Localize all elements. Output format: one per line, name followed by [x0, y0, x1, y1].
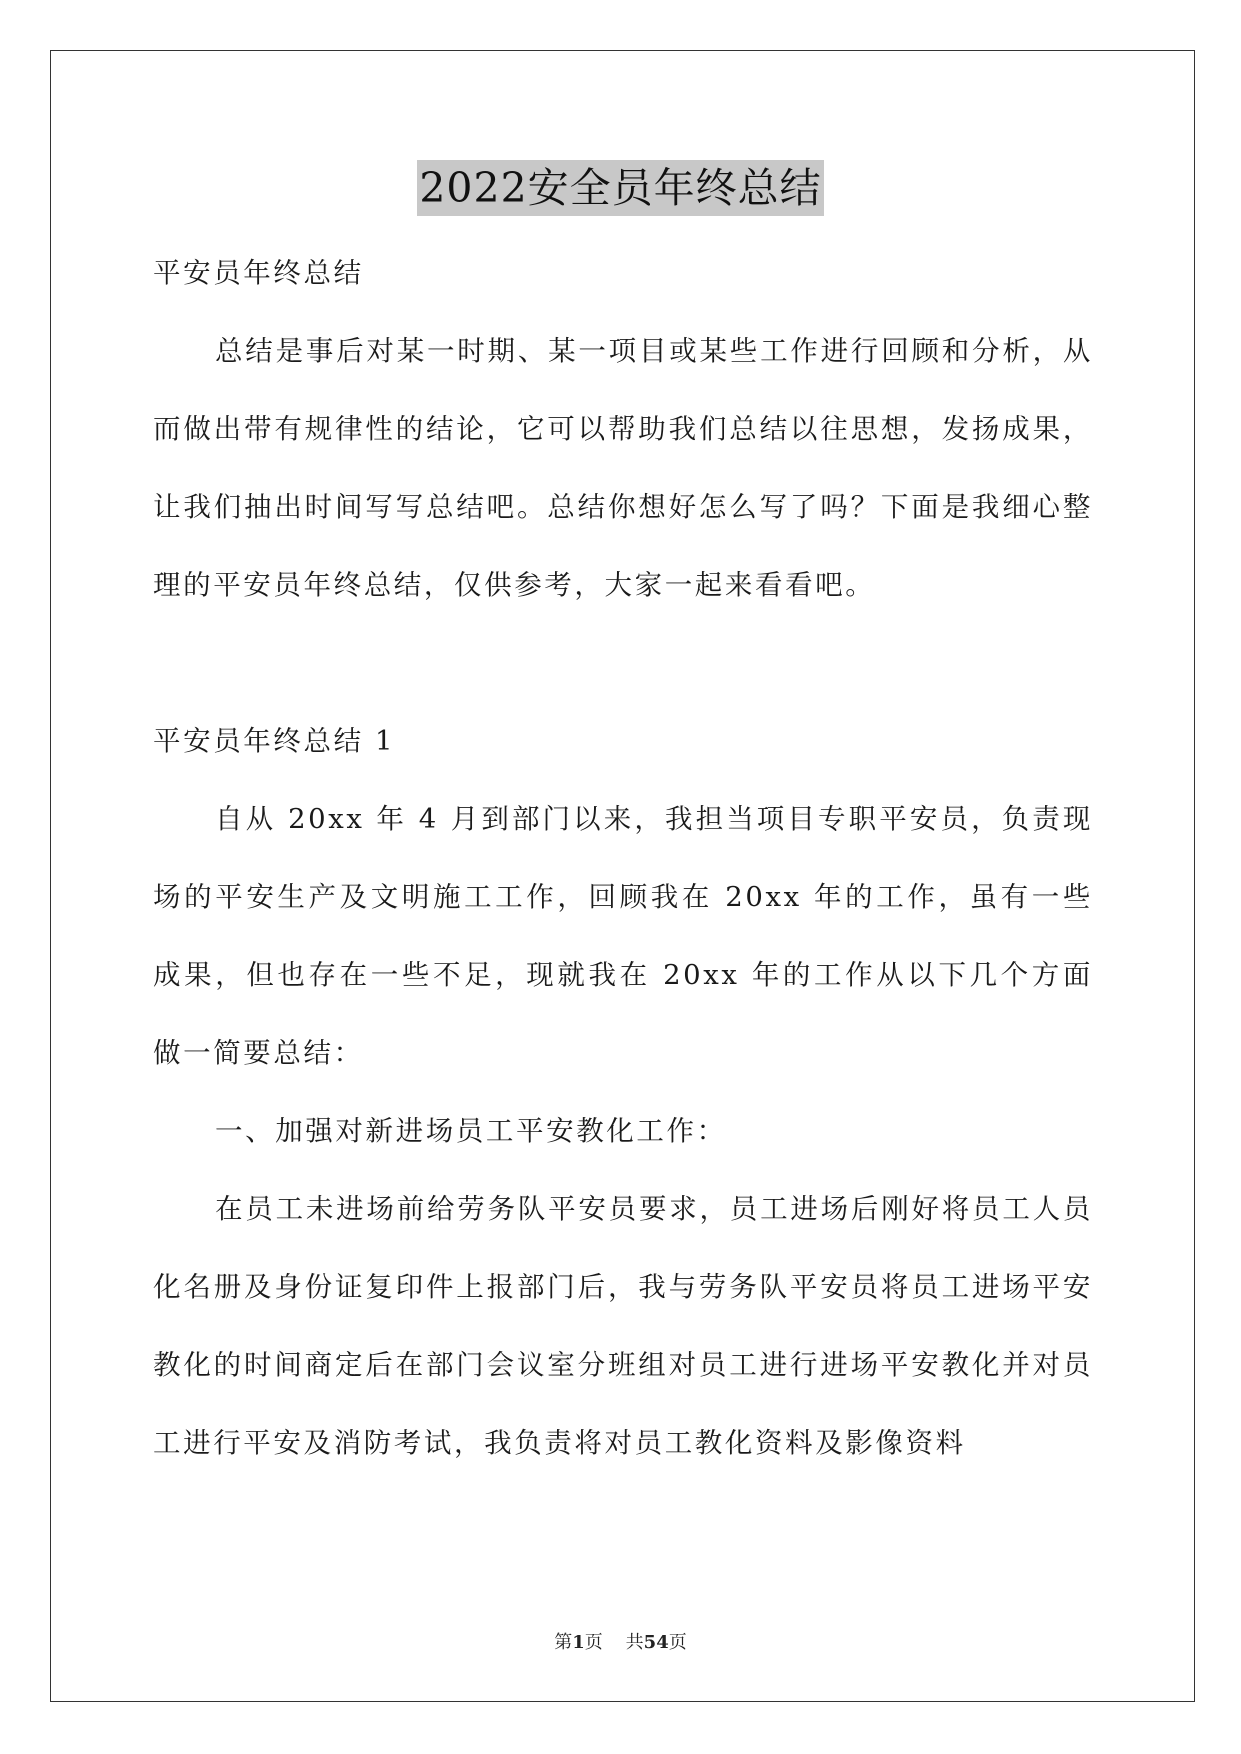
total-prefix: 共 [625, 1632, 644, 1653]
item-heading-1: 一、加强对新进场员工平安教化工作： [215, 1115, 727, 1147]
intro-paragraph: 总结是事后对某一时期、某一项目或某些工作进行回顾和分析，从而做出带有规律性的结论，它可以帮助我们总结以往思想，发扬成果，让我们抽出时间写写总结吧。总结你想好怎么写了吗？下面是我细心整理的平安员年终总结，仅供参考，大家一起来看看吧。 [153, 335, 1093, 601]
body-paragraph-2: 在员工未进场前给劳务队平安员要求，员工进场后刚好将员工人员化名册及身份证复印件上报部门后，我与劳务队平安员将员工进场平安教化的时间商定后在部门会议室分班组对员工进行进场平安教化并对员工进行平安及消防考试，我负责将对员工教化资料及影像资料 [153, 1193, 1093, 1459]
paragraph-gap [153, 624, 1093, 702]
document-title-row [0, 160, 1241, 225]
page-suffix: 页 [584, 1632, 603, 1653]
page-footer [0, 1631, 1241, 1655]
body-paragraph-1: 自从 20xx 年 4 月到部门以来，我担当项目专职平安员，负责现场的平安生产及文明施工工作，回顾我在 20xx 年的工作，虽有一些成果，但也存在一些不足，现就我在 20xx 年的工作从以下几个方面做一简要总结： [153, 803, 1093, 1069]
document-body [153, 234, 1093, 1482]
total-suffix: 页 [668, 1632, 687, 1653]
document-title: 2022安全员年终总结 [417, 160, 823, 216]
document-subtitle: 平安员年终总结 [153, 257, 364, 289]
current-page-number: 1 [572, 1632, 585, 1653]
page-prefix: 第 [554, 1632, 573, 1653]
section-heading: 平安员年终总结 1 [153, 725, 396, 757]
total-pages-number: 54 [643, 1632, 669, 1653]
